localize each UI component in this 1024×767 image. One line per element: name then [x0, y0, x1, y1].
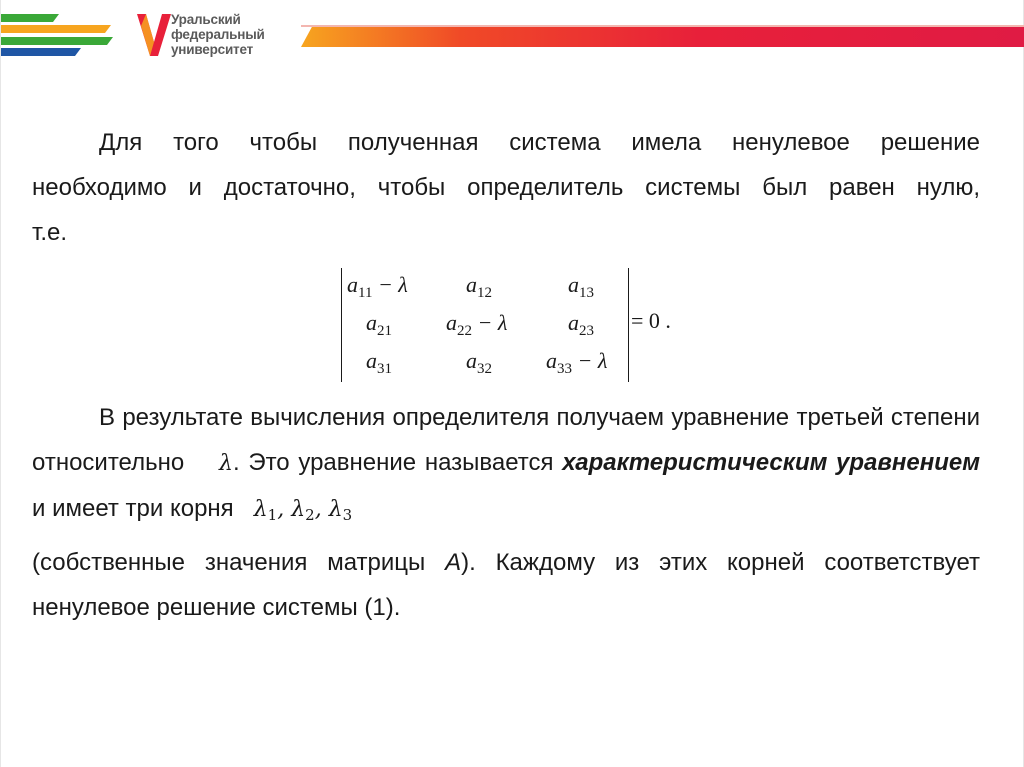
- color-stripes: [1, 14, 116, 62]
- header-band: [301, 27, 1024, 47]
- logo-line-1: Уральский: [171, 12, 241, 27]
- characteristic-equation-term: характеристическим уравнением: [562, 449, 981, 476]
- roots-list: $\lambda_1$, $\lambda_2$, $\lambda_3$: [253, 497, 353, 524]
- p2-text-c: и имеет три корня: [32, 495, 234, 522]
- det-cell-13: $a_{13}$: [568, 272, 594, 301]
- p2-text-b: . Это уравнение называется: [232, 449, 554, 476]
- det-cell-12: $a_{12}$: [466, 272, 492, 301]
- det-cell-21: $a_{21}$: [366, 310, 392, 339]
- det-cell-22: $a_{22} - \lambda$: [446, 310, 508, 339]
- p2-lambda: λ: [219, 451, 233, 476]
- university-logo-icon: [137, 12, 171, 58]
- p3-text-a: (собственные значения матрицы: [32, 549, 426, 576]
- determinant-equals-zero: = 0 .: [631, 308, 671, 333]
- det-cell-11: $a_{11} - \lambda$: [347, 272, 408, 301]
- logo-line-3: университет: [171, 42, 253, 57]
- header: [1, 0, 1024, 70]
- university-name: [171, 12, 265, 57]
- det-cell-32: $a_{32}$: [466, 348, 492, 377]
- det-cell-23: $a_{23}$: [568, 310, 594, 339]
- p3-text-b: ). Каждому из этих корней соответствует ненулевое решение системы (1).: [32, 549, 980, 621]
- p1-line-2: необходимо и достаточно, чтобы определитель системы был равен нулю,: [32, 174, 980, 201]
- determinant: [341, 268, 629, 382]
- matrix-letter: A: [445, 549, 462, 576]
- header-band-highlight: [301, 25, 1024, 27]
- paragraph-1: [32, 120, 980, 255]
- p1-line-3: т.е.: [32, 219, 68, 246]
- det-cell-33: $a_{33} - \lambda$: [546, 348, 608, 377]
- p2-text-a: В результате вычисления определителя получаем уравнение третьей степени относительно: [32, 404, 980, 476]
- paragraph-3: [32, 540, 980, 630]
- det-cell-31: $a_{31}$: [366, 348, 392, 377]
- logo-line-2: федеральный: [171, 27, 265, 42]
- p1-line-1: Для того чтобы полученная система имела ненулевое решение: [99, 129, 980, 156]
- paragraph-2: [32, 395, 980, 538]
